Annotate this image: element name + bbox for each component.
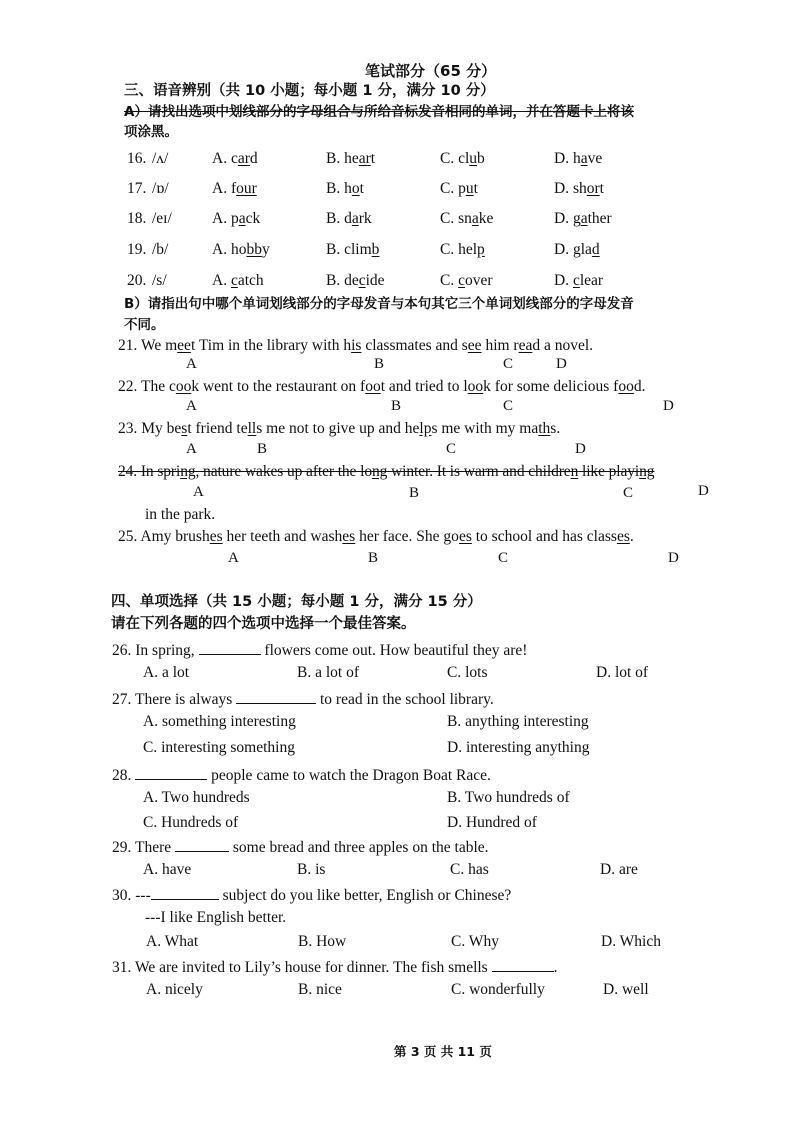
q31-option-b: B. nice <box>298 981 342 998</box>
q24-sentence: 24. In spring, nature wakes up after the long winter. It is warm and children like playing <box>118 463 655 480</box>
q22-sentence: 22. The cook went to the restaurant on foot and tried to look for some delicious food. <box>118 378 646 395</box>
q21-label-c: C <box>503 356 514 372</box>
q26-option-a: A. a lot <box>143 664 190 681</box>
q27-stem: 27. There is always to read in the school library. <box>112 691 494 708</box>
q16-option-c: C. club <box>440 150 485 167</box>
q18-option-a: A. pack <box>212 210 261 227</box>
q25-label-b: B <box>368 550 379 566</box>
q18-option-c: C. snake <box>440 210 494 227</box>
q22-label-d: D <box>663 398 674 414</box>
q16-option-d: D. have <box>554 150 603 167</box>
q19-option-d: D. glad <box>554 241 600 258</box>
q25-label-d: D <box>668 550 679 566</box>
q28-option-a: A. Two hundreds <box>143 789 250 806</box>
q18-option-b: B. dark <box>326 210 372 227</box>
q28-option-b: B. Two hundreds of <box>447 789 570 806</box>
q29-stem: 29. There some bread and three apples on the table. <box>112 839 489 856</box>
q31-option-a: A. nicely <box>146 981 203 998</box>
q18-phonetic: /eɪ/ <box>152 210 172 227</box>
partA-instruction-line1: A）请找出选项中划线部分的字母组合与所给音标发音相同的单词，并在答题卡上将该 <box>124 104 634 120</box>
q17-option-c: C. put <box>440 180 478 197</box>
q18-option-d: D. gather <box>554 210 612 227</box>
page-title: 笔试部分（65 分） <box>365 62 497 80</box>
section4-title: 四、单项选择（共 15 小题；每小题 1 分，满分 15 分） <box>111 594 482 610</box>
q22-label-c: C <box>503 398 514 414</box>
q19-number: 19. <box>127 241 147 258</box>
q16-option-b: B. heart <box>326 150 376 167</box>
q22-label-b: B <box>391 398 402 414</box>
q31-stem: 31. We are invited to Lily’s house for dinner. The fish smells . <box>112 959 558 976</box>
q28-option-c: C. Hundreds of <box>143 814 239 831</box>
q20-option-c: C. cover <box>440 272 493 289</box>
q17-phonetic: /ɒ/ <box>152 180 169 197</box>
q21-label-d: D <box>556 356 567 372</box>
q19-option-b: B. climb <box>326 241 380 258</box>
partB-instruction-line2: 不同。 <box>124 317 165 333</box>
q20-option-d: D. clear <box>554 272 604 289</box>
q17-option-a: A. four <box>212 180 257 197</box>
q17-option-d: D. short <box>554 180 604 197</box>
q20-number: 20. <box>127 272 147 289</box>
q21-label-b: B <box>374 356 385 372</box>
q27-option-b: B. anything interesting <box>447 713 589 730</box>
q28-stem: 28. people came to watch the Dragon Boat Race. <box>112 767 491 784</box>
partA-instruction-line2: 项涂黑。 <box>124 124 178 140</box>
q29-option-b: B. is <box>297 861 326 878</box>
q24-label-c: C <box>623 485 634 501</box>
page-number: 第 3 页 共 11 页 <box>394 1044 492 1059</box>
q26-option-c: C. lots <box>447 664 488 681</box>
q29-option-d: D. are <box>600 861 638 878</box>
q29-option-c: C. has <box>450 861 489 878</box>
q23-label-d: D <box>575 441 586 457</box>
q24-label-b: B <box>409 485 420 501</box>
q30-option-d: D. Which <box>601 933 661 950</box>
q19-option-a: A. hobby <box>212 241 270 258</box>
q30-option-c: C. Why <box>451 933 499 950</box>
section4-instruction: 请在下列各题的四个选项中选择一个最佳答案。 <box>111 616 416 632</box>
q30-option-b: B. How <box>298 933 347 950</box>
section3-title: 三、语音辨别（共 10 小题；每小题 1 分，满分 10 分） <box>124 83 495 99</box>
q30-reply: ---I like English better. <box>145 909 287 926</box>
q19-option-c: C. help <box>440 241 485 258</box>
q26-stem: 26. In spring, flowers come out. How beautiful they are! <box>112 642 528 659</box>
q29-option-a: A. have <box>143 861 192 878</box>
q24-label-d: D <box>698 483 709 499</box>
q24-continuation: in the park. <box>145 506 216 523</box>
q27-option-d: D. interesting anything <box>447 739 590 756</box>
q23-label-b: B <box>257 441 268 457</box>
q20-option-b: B. decide <box>326 272 385 289</box>
q18-number: 18. <box>127 210 147 227</box>
q28-option-d: D. Hundred of <box>447 814 537 831</box>
q25-label-a: A <box>228 550 239 566</box>
q23-sentence: 23. My best friend tells me not to give up and helps me with my maths. <box>118 420 561 437</box>
q16-phonetic: /ʌ/ <box>152 150 169 167</box>
q19-phonetic: /b/ <box>152 241 169 258</box>
q26-option-b: B. a lot of <box>297 664 359 681</box>
q23-label-c: C <box>446 441 457 457</box>
q30-option-a: A. What <box>146 933 199 950</box>
q31-option-d: D. well <box>603 981 649 998</box>
q20-phonetic: /s/ <box>152 272 167 289</box>
q22-label-a: A <box>186 398 197 414</box>
q20-option-a: A. catch <box>212 272 264 289</box>
q16-number: 16. <box>127 150 147 167</box>
q26-option-d: D. lot of <box>596 664 649 681</box>
q23-label-a: A <box>186 441 197 457</box>
partB-instruction-line1: B）请指出句中哪个单词划线部分的字母发音与本句其它三个单词划线部分的字母发音 <box>124 296 634 312</box>
q21-sentence: 21. We meet Tim in the library with his classmates and see him read a novel. <box>118 337 594 354</box>
q21-label-a: A <box>186 356 197 372</box>
q27-option-a: A. something interesting <box>143 713 296 730</box>
q27-option-c: C. interesting something <box>143 739 295 756</box>
q30-stem: 30. --- subject do you like better, English or Chinese? <box>112 887 512 904</box>
q17-number: 17. <box>127 180 147 197</box>
q25-label-c: C <box>498 550 509 566</box>
q16-option-a: A. card <box>212 150 258 167</box>
q17-option-b: B. hot <box>326 180 364 197</box>
q31-option-c: C. wonderfully <box>451 981 545 998</box>
q25-sentence: 25. Amy brushes her teeth and washes her face. She goes to school and has classes. <box>118 528 634 545</box>
q24-label-a: A <box>193 484 204 500</box>
